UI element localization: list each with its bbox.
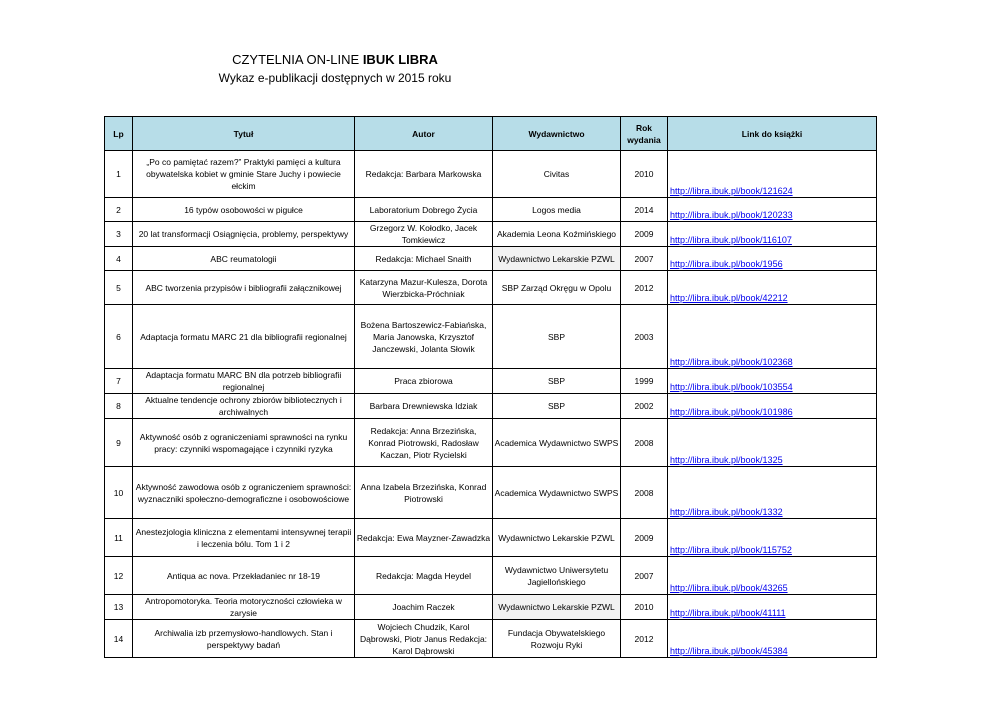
row-rok: 1999 [621,369,668,394]
row-wydawnictwo: Fundacja Obywatelskiego Rozwoju Ryki [493,620,621,658]
row-link-cell [668,151,877,198]
row-link-cell [668,271,877,305]
row-lp: 10 [105,467,133,519]
row-link-cell [668,394,877,419]
book-link[interactable]: http://libra.ibuk.pl/book/42212 [670,293,788,303]
row-wydawnictwo: Wydawnictwo Lekarskie PZWL [493,247,621,271]
row-lp: 14 [105,620,133,658]
table-row [105,305,877,369]
book-link[interactable]: http://libra.ibuk.pl/book/121624 [670,186,793,196]
table-row [105,595,877,620]
row-wydawnictwo: SBP [493,394,621,419]
row-lp: 11 [105,519,133,557]
row-autor: Joachim Raczek [355,595,493,620]
row-wydawnictwo: Logos media [493,198,621,222]
table-row [105,557,877,595]
row-link-cell [668,247,877,271]
row-autor: Redakcja: Magda Heydel [355,557,493,595]
row-tytul: 16 typów osobowości w pigułce [133,198,355,222]
header-wydawnictwo: Wydawnictwo [493,117,621,151]
row-lp: 12 [105,557,133,595]
row-rok: 2010 [621,151,668,198]
row-tytul: Aktywność zawodowa osób z ograniczeniem sprawności: wyznaczniki społeczno-demograficzne i osobowościowe [133,467,355,519]
row-wydawnictwo: Academica Wydawnictwo SWPS [493,467,621,519]
row-wydawnictwo: Akademia Leona Koźmińskiego [493,222,621,247]
title-brand: IBUK LIBRA [362,52,438,67]
row-tytul: Antropomotoryka. Teoria motoryczności człowieka w zarysie [133,595,355,620]
row-rok: 2014 [621,198,668,222]
row-wydawnictwo: Academica Wydawnictwo SWPS [493,419,621,467]
row-link-cell [668,305,877,369]
row-tytul: Aktywność osób z ograniczeniami sprawności na rynku pracy: czynniki wspomagające i czynniki ryzyka [133,419,355,467]
row-rok: 2009 [621,222,668,247]
row-rok: 2003 [621,305,668,369]
row-tytul: Anestezjologia kliniczna z elementami intensywnej terapii i leczenia bólu. Tom 1 i 2 [133,519,355,557]
row-lp: 3 [105,222,133,247]
row-wydawnictwo: Wydawnictwo Lekarskie PZWL [493,595,621,620]
table-row [105,247,877,271]
row-autor: Redakcja: Michael Snaith [355,247,493,271]
header-link: Link do książki [668,117,877,151]
row-autor: Grzegorz W. Kołodko, Jacek Tomkiewicz [355,222,493,247]
row-link-cell [668,595,877,620]
row-autor: Redakcja: Anna Brzezińska, Konrad Piotrowski, Radosław Kaczan, Piotr Rycielski [355,419,493,467]
row-autor: Praca zbiorowa [355,369,493,394]
table-row [105,419,877,467]
row-autor: Redakcja: Ewa Mayzner-Zawadzka [355,519,493,557]
row-lp: 5 [105,271,133,305]
row-rok: 2012 [621,271,668,305]
row-rok: 2008 [621,467,668,519]
page-title [130,52,540,68]
row-tytul: ABC reumatologii [133,247,355,271]
table-header-row [105,117,877,151]
book-link[interactable]: http://libra.ibuk.pl/book/115752 [670,545,792,555]
page-subtitle: Wykaz e-publikacji dostępnych w 2015 roku [218,71,452,85]
row-tytul: 20 lat transformacji Osiągnięcia, problemy, perspektywy [133,222,355,247]
row-lp: 2 [105,198,133,222]
row-tytul: Aktualne tendencje ochrony zbiorów bibliotecznych i archiwalnych [133,394,355,419]
row-rok: 2008 [621,419,668,467]
header-rok: Rok wydania [621,117,668,151]
row-wydawnictwo: SBP Zarząd Okręgu w Opolu [493,271,621,305]
row-wydawnictwo: SBP [493,305,621,369]
row-autor: Bożena Bartoszewicz-Fabiańska, Maria Janowska, Krzysztof Janczewski, Jolanta Słowik [355,305,493,369]
row-lp: 7 [105,369,133,394]
row-rok: 2002 [621,394,668,419]
row-lp: 13 [105,595,133,620]
row-autor: Laboratorium Dobrego Życia [355,198,493,222]
row-link-cell [668,620,877,658]
table-row [105,271,877,305]
row-rok: 2007 [621,557,668,595]
table-row [105,620,877,658]
row-autor: Katarzyna Mazur-Kulesza, Dorota Wierzbicka-Próchniak [355,271,493,305]
table-row [105,394,877,419]
table-row [105,369,877,394]
row-link-cell [668,467,877,519]
book-link[interactable]: http://libra.ibuk.pl/book/102368 [670,357,793,367]
row-link-cell [668,198,877,222]
row-lp: 1 [105,151,133,198]
book-link[interactable]: http://libra.ibuk.pl/book/1956 [670,259,783,269]
table-row [105,151,877,198]
book-link[interactable]: http://libra.ibuk.pl/book/116107 [670,235,792,245]
row-tytul: Archiwalia izb przemysłowo-handlowych. Stan i perspektywy badań [133,620,355,658]
row-lp: 6 [105,305,133,369]
book-link[interactable]: http://libra.ibuk.pl/book/1332 [670,507,783,517]
row-wydawnictwo: Wydawnictwo Uniwersytetu Jagiellońskiego [493,557,621,595]
title-prefix: CZYTELNIA ON-LINE [232,52,363,67]
book-link[interactable]: http://libra.ibuk.pl/book/101986 [670,407,793,417]
row-link-cell [668,519,877,557]
book-link[interactable]: http://libra.ibuk.pl/book/45384 [670,646,788,656]
header-tytul: Tytuł [133,117,355,151]
header-autor: Autor [355,117,493,151]
row-lp: 9 [105,419,133,467]
row-lp: 4 [105,247,133,271]
row-link-cell [668,557,877,595]
row-rok: 2009 [621,519,668,557]
row-tytul: „Po co pamiętać razem?” Praktyki pamięci a kultura obywatelska kobiet w gminie Stare Juchy i powiecie ełckim [133,151,355,198]
book-link[interactable]: http://libra.ibuk.pl/book/1325 [670,455,783,465]
book-link[interactable]: http://libra.ibuk.pl/book/103554 [670,382,793,392]
table-body [105,151,877,658]
row-tytul: Adaptacja formatu MARC BN dla potrzeb bibliografii regionalnej [133,369,355,394]
row-rok: 2010 [621,595,668,620]
table-row [105,222,877,247]
row-rok: 2007 [621,247,668,271]
book-link[interactable]: http://libra.ibuk.pl/book/120233 [670,210,793,220]
row-autor: Wojciech Chudzik, Karol Dąbrowski, Piotr Janus Redakcja: Karol Dąbrowski [355,620,493,658]
row-wydawnictwo: Wydawnictwo Lekarskie PZWL [493,519,621,557]
row-link-cell [668,419,877,467]
row-tytul: Antiqua ac nova. Przekładaniec nr 18-19 [133,557,355,595]
book-link[interactable]: http://libra.ibuk.pl/book/41111 [670,608,786,618]
book-link[interactable]: http://libra.ibuk.pl/book/43265 [670,583,788,593]
row-tytul: ABC tworzenia przypisów i bibliografii załącznikowej [133,271,355,305]
table-row [105,467,877,519]
header-lp: Lp [105,117,133,151]
row-autor: Anna Izabela Brzezińska, Konrad Piotrowski [355,467,493,519]
row-autor: Redakcja: Barbara Markowska [355,151,493,198]
row-autor: Barbara Drewniewska Idziak [355,394,493,419]
table-row [105,519,877,557]
row-wydawnictwo: SBP [493,369,621,394]
row-rok: 2012 [621,620,668,658]
table-row [105,198,877,222]
publications-table [104,116,877,658]
row-link-cell [668,369,877,394]
row-wydawnictwo: Civitas [493,151,621,198]
row-tytul: Adaptacja formatu MARC 21 dla bibliografii regionalnej [133,305,355,369]
row-link-cell [668,222,877,247]
row-lp: 8 [105,394,133,419]
